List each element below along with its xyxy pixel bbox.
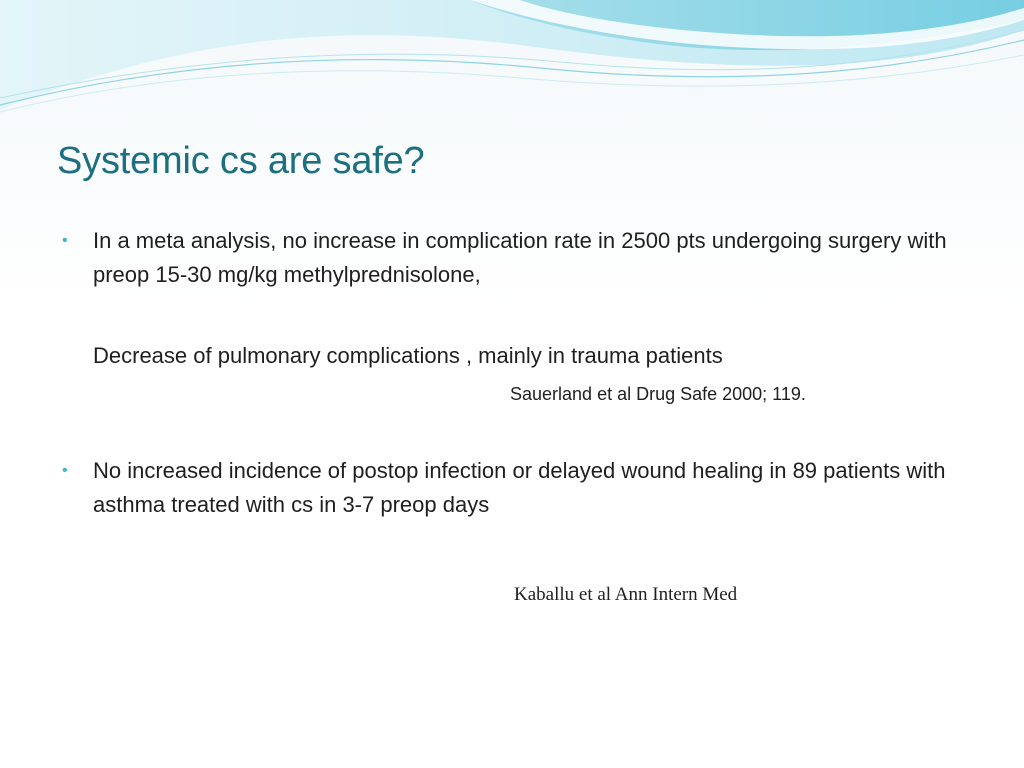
- slide-title: Systemic cs are safe?: [57, 140, 425, 182]
- bullet-item-asthma-patients: [62, 454, 972, 522]
- bullet-marker-icon: •: [62, 232, 68, 249]
- bullet-marker-icon: •: [62, 462, 68, 479]
- bullet-item-meta-analysis: [62, 224, 972, 292]
- bullet-text: No increased incidence of postop infection or delayed wound healing in 89 patients with asthma treated with cs in 3-7 preop days: [93, 458, 946, 517]
- citation-kaballu: Kaballu et al Ann Intern Med: [514, 584, 738, 605]
- bullet-text: In a meta analysis, no increase in complication rate in 2500 pts undergoing surgery with preop 15-30 mg/kg methylprednisolone,: [93, 228, 947, 287]
- wave-line-3: [0, 55, 1024, 112]
- citation-sauerland: Sauerland et al Drug Safe 2000; 119.: [510, 384, 806, 404]
- subpoint-pulmonary-complications: Decrease of pulmonary complications , mainly in trauma patients: [93, 343, 723, 368]
- header-wave-decoration: [0, 0, 1024, 130]
